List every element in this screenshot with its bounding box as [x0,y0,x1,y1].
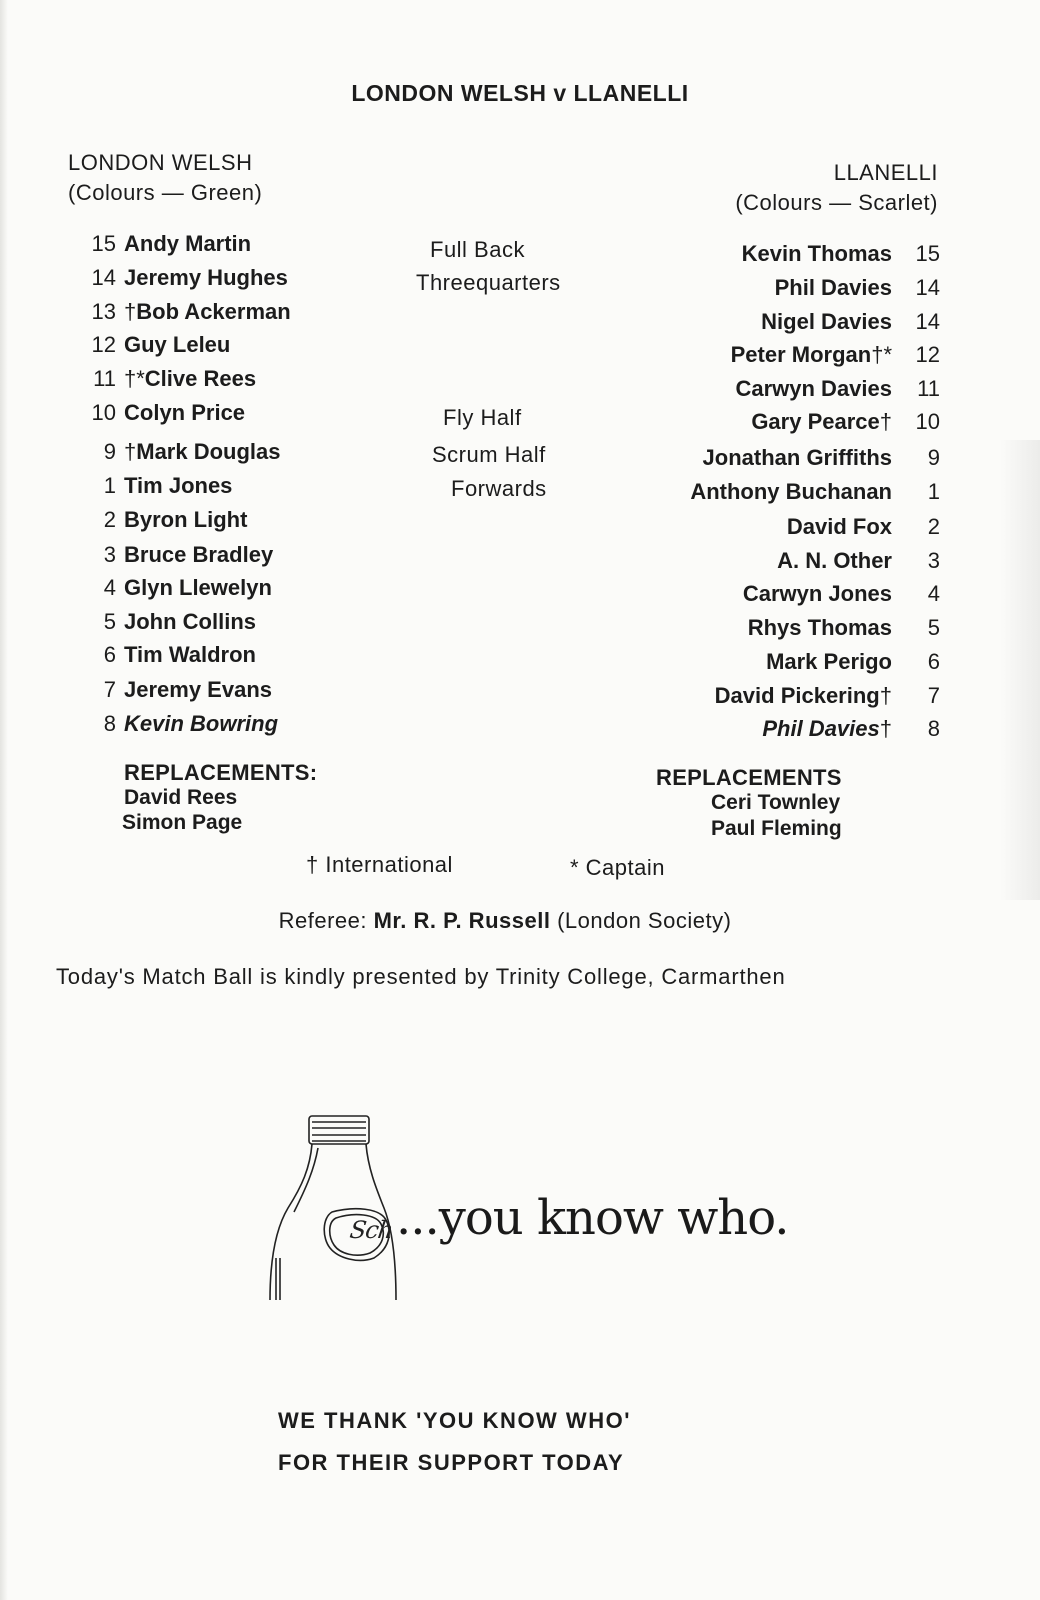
left-player-row [60,606,256,638]
left-player-row [60,674,272,706]
left-team-name: LONDON WELSH [68,150,253,175]
right-player-row [731,339,940,371]
player-name: Kevin Bowring [124,711,279,736]
logo-lettering: Sch [348,1216,395,1244]
left-team-header [68,148,262,208]
right-player-row [751,406,940,438]
right-player-row [735,373,940,405]
player-number: 14 [915,275,940,300]
left-team-colours: (Colours — Green) [68,180,263,205]
player-name: David Pickering [714,683,880,708]
player-name: Glyn Llewelyn [124,575,272,600]
match-title: LONDON WELSH v LLANELLI [351,80,689,106]
legend-international: † International [306,852,453,877]
player-mark: † [124,439,137,464]
right-replacement-name: Paul Fleming [711,817,842,840]
position-forwards: Forwards [451,476,547,501]
player-name: Tim Jones [124,473,233,498]
player-name: Nigel Davies [761,309,892,334]
right-player-row [742,238,940,270]
bottle-illustration [262,1108,412,1304]
player-mark: † [879,409,892,434]
player-name: Peter Morgan [730,342,872,367]
player-mark: † [124,299,137,324]
player-name: Byron Light [124,507,248,532]
right-player-row [703,442,940,474]
player-mark: † [879,683,892,708]
left-player-row [60,262,288,294]
player-name: Colyn Price [124,400,246,425]
player-number: 4 [927,581,940,606]
left-player-row [60,363,256,395]
left-replacement-name: Simon Page [122,811,243,834]
player-name: Phil Davies [774,275,892,300]
player-number: 12 [915,342,940,367]
player-number: 1 [103,473,116,498]
player-number: 7 [927,683,940,708]
left-player-row [60,397,245,429]
match-ball-note: Today's Match Ball is kindly presented by Trinity College, Carmarthen [56,964,786,989]
position-threequarters: Threequarters [416,270,561,295]
player-name: David Fox [786,514,892,539]
referee-name: Mr. R. P. Russell [373,908,551,933]
referee-label: Referee: [278,908,367,933]
player-number: 5 [103,609,116,634]
position-full-back: Full Back [430,237,525,262]
player-name: Andy Martin [124,231,252,256]
left-replacements-title: REPLACEMENTS: [124,760,318,785]
player-name: Mark Perigo [766,649,892,674]
left-player-row [60,436,281,468]
player-name: Rhys Thomas [747,615,892,640]
player-name: Mark Douglas [136,439,281,464]
player-mark: †* [871,342,892,367]
player-number: 11 [93,366,116,391]
player-name: Jeremy Evans [124,677,272,702]
page-edge-shadow [1000,440,1040,900]
player-number: 9 [103,439,116,464]
player-number: 10 [91,400,116,425]
left-player-row [60,708,278,740]
player-number: 6 [927,649,940,674]
left-player-row [60,572,272,604]
right-player-row [787,511,940,543]
player-number: 2 [103,507,116,532]
player-number: 8 [927,716,940,741]
player-number: 11 [917,376,940,401]
right-player-row [775,272,940,304]
player-name: Bob Ackerman [136,299,291,324]
right-player-row [743,578,940,610]
player-name: Jeremy Hughes [124,265,288,290]
right-team-name: LLANELLI [833,160,938,185]
player-number: 15 [915,241,940,266]
player-number: 15 [91,231,116,256]
left-player-row [60,539,273,571]
player-name: Clive Rees [144,366,257,391]
player-name: Kevin Thomas [741,241,892,266]
player-number: 3 [927,548,940,573]
player-name: Phil Davies [762,716,880,741]
advert-tagline: ...you know who. [396,1190,789,1246]
player-number: 9 [927,445,940,470]
right-player-row [715,680,940,712]
right-player-row [766,646,940,678]
right-replacement-name: Ceri Townley [711,791,841,814]
player-number: 14 [91,265,116,290]
player-name: Jonathan Griffiths [702,445,892,470]
right-player-row [777,545,940,577]
left-replacement-name: David Rees [124,786,238,809]
player-number: 14 [915,309,940,334]
player-number: 7 [103,677,116,702]
player-number: 8 [103,711,116,736]
left-player-row [60,470,232,502]
position-scrum-half: Scrum Half [432,442,546,467]
left-player-row [60,639,256,671]
left-player-row [60,329,230,361]
referee-society: (London Society) [557,908,732,933]
left-player-row [60,504,247,536]
player-name: Tim Waldron [124,642,256,667]
player-name: Bruce Bradley [124,542,274,567]
player-number: 2 [927,514,940,539]
player-number: 12 [91,332,116,357]
page-spine-shadow [0,0,8,1600]
right-player-row [748,612,940,644]
player-number: 5 [927,615,940,640]
right-player-row [761,306,940,338]
player-name: A. N. Other [777,548,892,573]
player-number: 3 [103,542,116,567]
right-replacements-title: REPLACEMENTS [656,765,842,790]
player-name: Guy Leleu [124,332,231,357]
player-number: 1 [927,479,940,504]
left-player-row [60,296,291,328]
right-player-row [690,476,940,508]
player-mark: †* [124,366,145,391]
player-number: 6 [103,642,116,667]
player-name: Carwyn Davies [735,376,892,401]
player-number: 10 [915,409,940,434]
player-name: Anthony Buchanan [690,479,892,504]
right-team-colours: (Colours — Scarlet) [735,190,938,215]
thanks-line-2: FOR THEIR SUPPORT TODAY [278,1450,625,1475]
player-name: Carwyn Jones [742,581,892,606]
position-fly-half: Fly Half [443,405,522,430]
player-mark: † [879,716,892,741]
referee-line [0,908,1010,934]
player-number: 4 [103,575,116,600]
left-player-row [60,228,251,260]
legend-captain: * Captain [570,855,666,880]
player-number: 13 [91,299,116,324]
right-player-row [762,713,940,745]
player-name: Gary Pearce [751,409,880,434]
right-team-header [735,158,938,218]
thanks-line-1: WE THANK 'YOU KNOW WHO' [278,1408,631,1433]
player-name: John Collins [124,609,256,634]
